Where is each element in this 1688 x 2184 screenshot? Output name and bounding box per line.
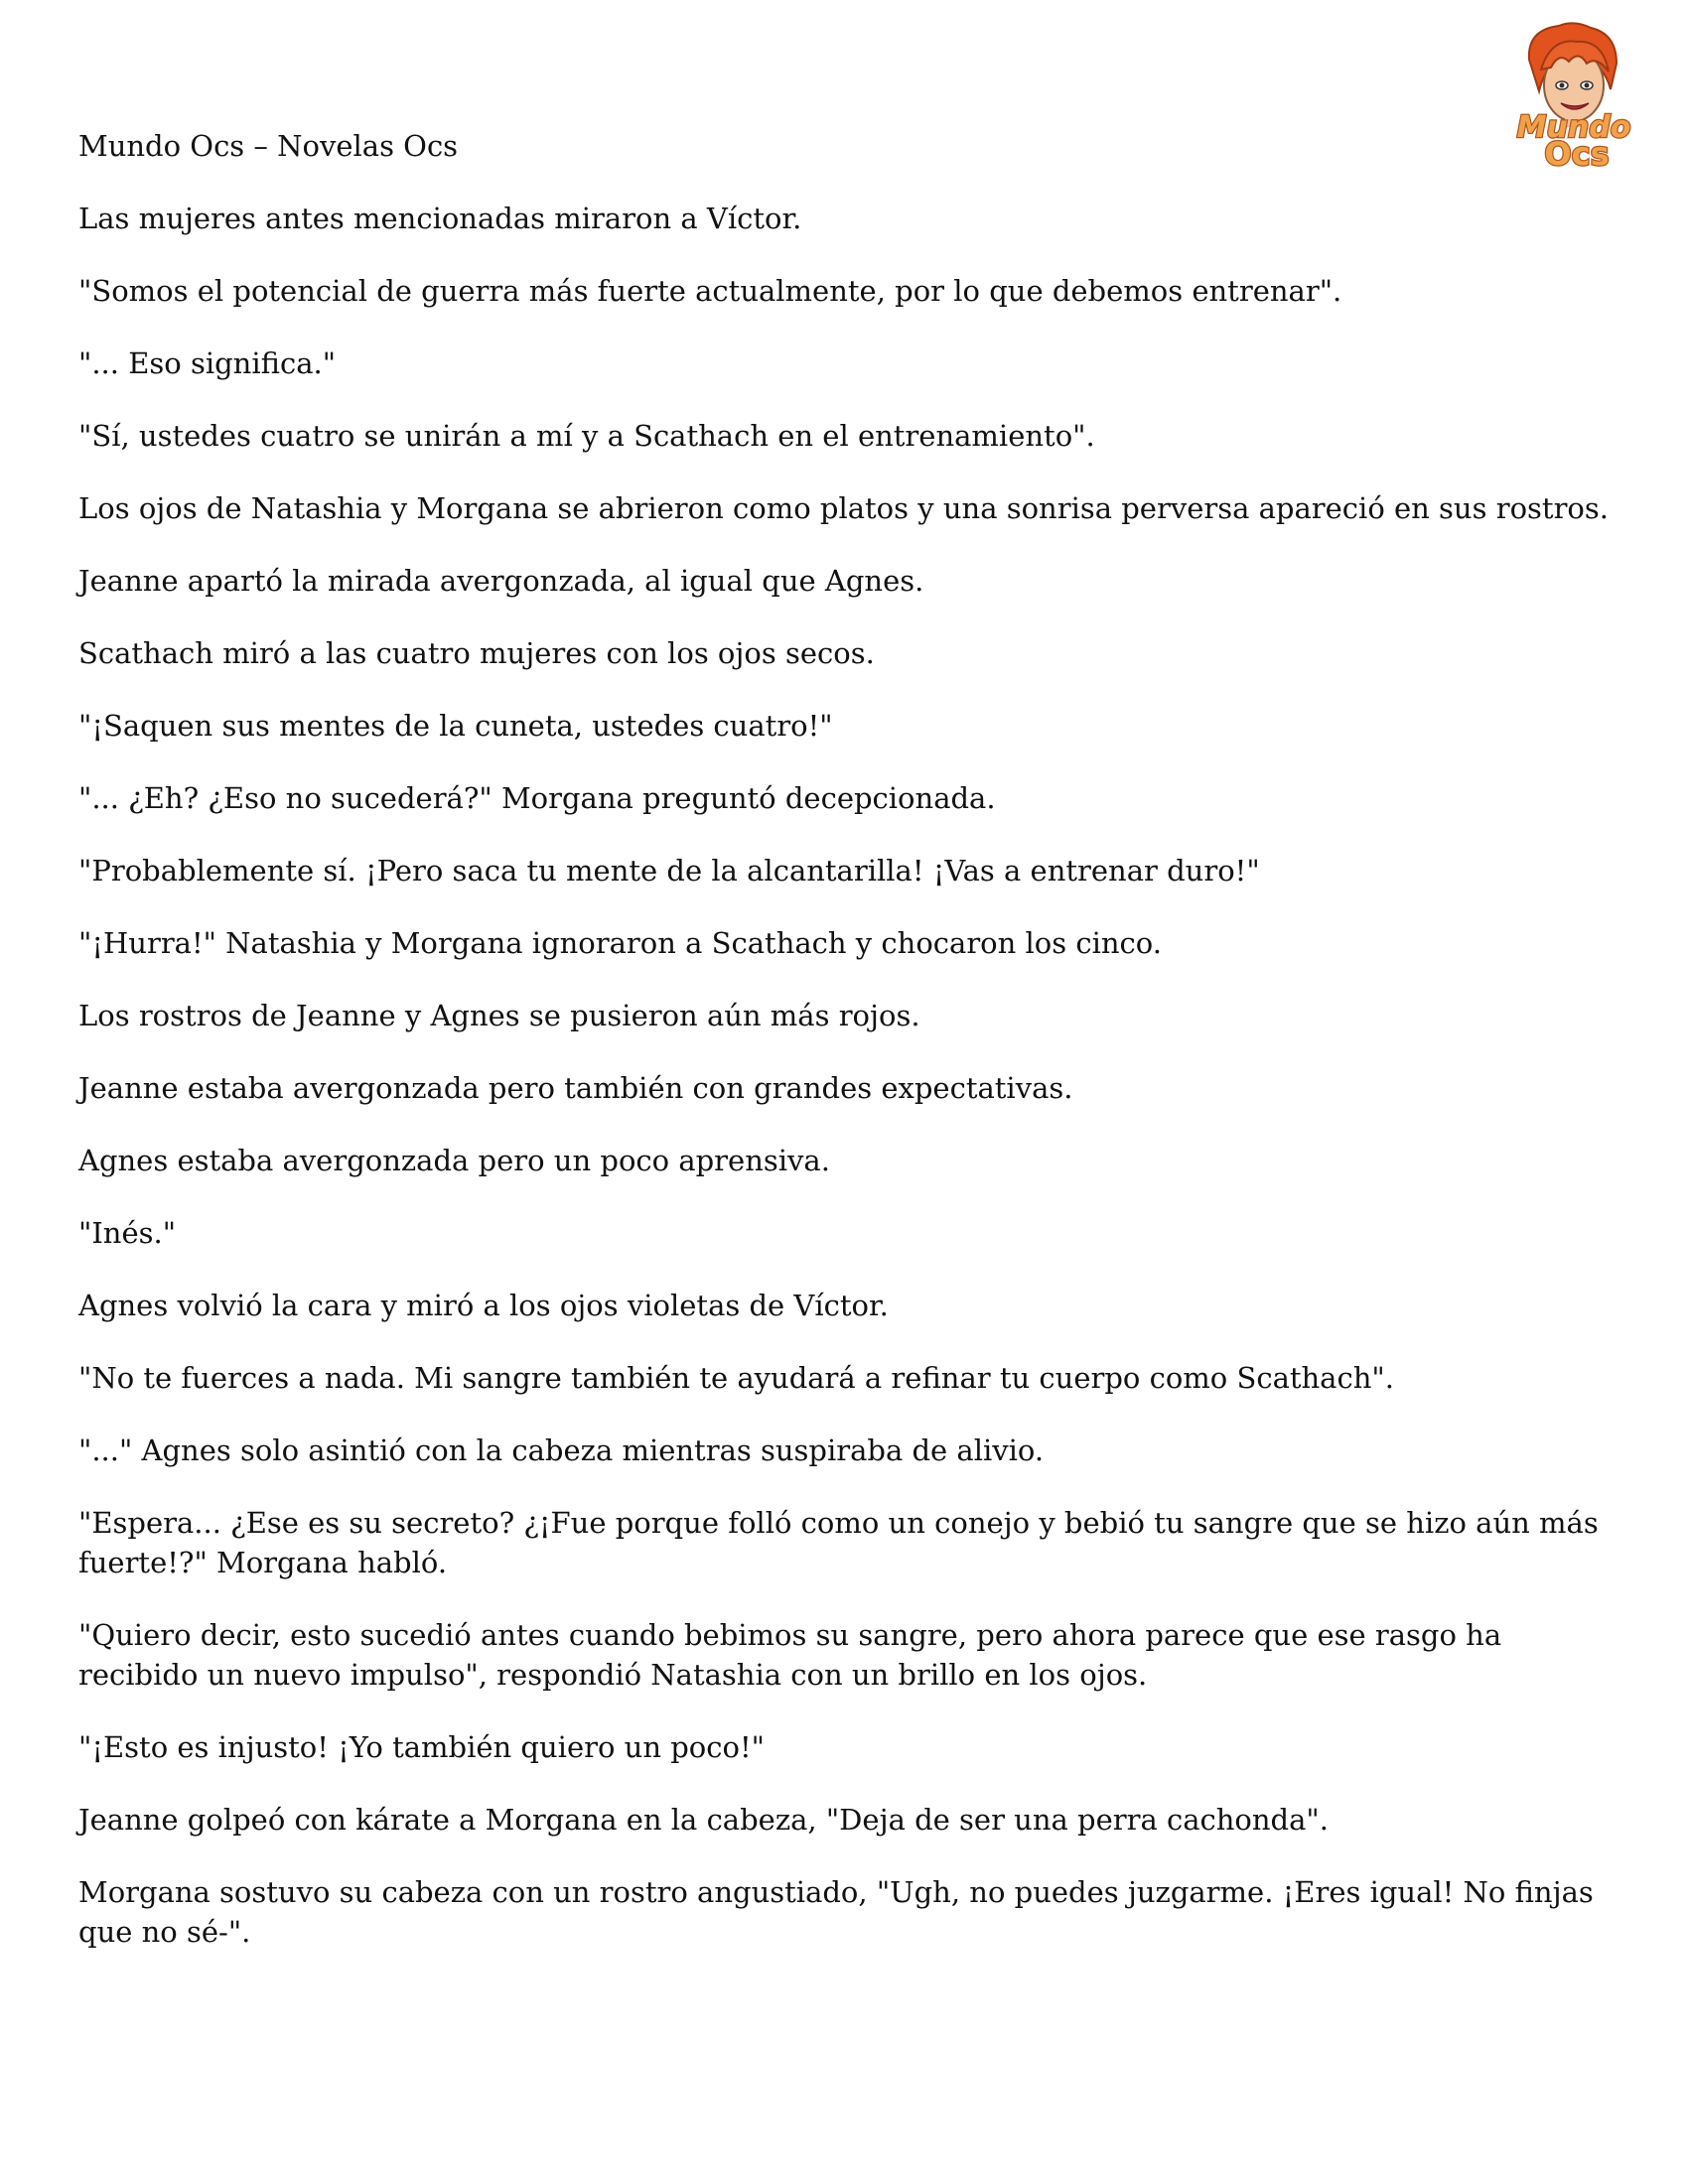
paragraph: Jeanne estaba avergonzada pero también con grandes expectativas. bbox=[78, 1071, 1073, 1105]
paragraph: "... Eso significa." bbox=[78, 346, 337, 380]
paragraph: "No te fuerces a nada. Mi sangre también te ayudará a refinar tu cuerpo como Scathach". bbox=[78, 1361, 1394, 1395]
paragraph: "¡Hurra!" Natashia y Morgana ignoraron a Scathach y chocaron los cinco. bbox=[78, 926, 1162, 960]
paragraph: "..." Agnes solo asintió con la cabeza mientras suspiraba de alivio. bbox=[78, 1433, 1045, 1467]
paragraph: "Probablemente sí. ¡Pero saca tu mente de la alcantarilla! ¡Vas a entrenar duro!" bbox=[78, 854, 1260, 887]
paragraph: Jeanne apartó la mirada avergonzada, al igual que Agnes. bbox=[78, 564, 924, 598]
paragraph: "Quiero decir, esto sucedió antes cuando bebimos su sangre, pero ahora parece que ese rasgo ha recibido un nuevo impulso", respondió Natashia con un brillo en los ojos. bbox=[78, 1618, 1502, 1692]
paragraph: "... ¿Eh? ¿Eso no sucederá?" Morgana preguntó decepcionada. bbox=[78, 781, 996, 815]
paragraph: Scathach miró a las cuatro mujeres con los ojos secos. bbox=[78, 636, 875, 670]
paragraph: Los ojos de Natashia y Morgana se abrieron como platos y una sonrisa perversa apareció en sus rostros. bbox=[78, 491, 1609, 525]
paragraph: "Somos el potencial de guerra más fuerte actualmente, por lo que debemos entrenar". bbox=[78, 274, 1342, 308]
paragraph: "Sí, ustedes cuatro se unirán a mí y a Scathach en el entrenamiento". bbox=[78, 419, 1095, 453]
paragraph: "¡Esto es injusto! ¡Yo también quiero un poco!" bbox=[78, 1730, 765, 1764]
paragraph: Los rostros de Jeanne y Agnes se pusieron aún más rojos. bbox=[78, 999, 920, 1032]
paragraph: Las mujeres antes mencionadas miraron a Víctor. bbox=[78, 202, 802, 235]
paragraph: Jeanne golpeó con kárate a Morgana en la cabeza, "Deja de ser una perra cachonda". bbox=[78, 1803, 1329, 1837]
paragraph: "Espera... ¿Ese es su secreto? ¿¡Fue porque folló como un conejo y bebió tu sangre que se hizo aún más fuerte!?" Morgana habló. bbox=[78, 1506, 1599, 1579]
paragraph: "¡Saquen sus mentes de la cuneta, ustedes cuatro!" bbox=[78, 709, 833, 743]
logo-text-line2: Ocs bbox=[1544, 135, 1610, 171]
paragraph: Agnes volvió la cara y miró a los ojos violetas de Víctor. bbox=[78, 1289, 889, 1322]
paragraph: "Inés." bbox=[78, 1216, 177, 1250]
paragraph: Morgana sostuvo su cabeza con un rostro angustiado, "Ugh, no puedes juzgarme. ¡Eres igual! No finjas que no sé-". bbox=[78, 1875, 1594, 1949]
document-body bbox=[78, 126, 1627, 1984]
document-header: Mundo Ocs – Novelas Ocs bbox=[78, 129, 459, 163]
paragraph: Agnes estaba avergonzada pero un poco aprensiva. bbox=[78, 1144, 830, 1177]
logo-text-line1: Mundo bbox=[1516, 110, 1631, 145]
